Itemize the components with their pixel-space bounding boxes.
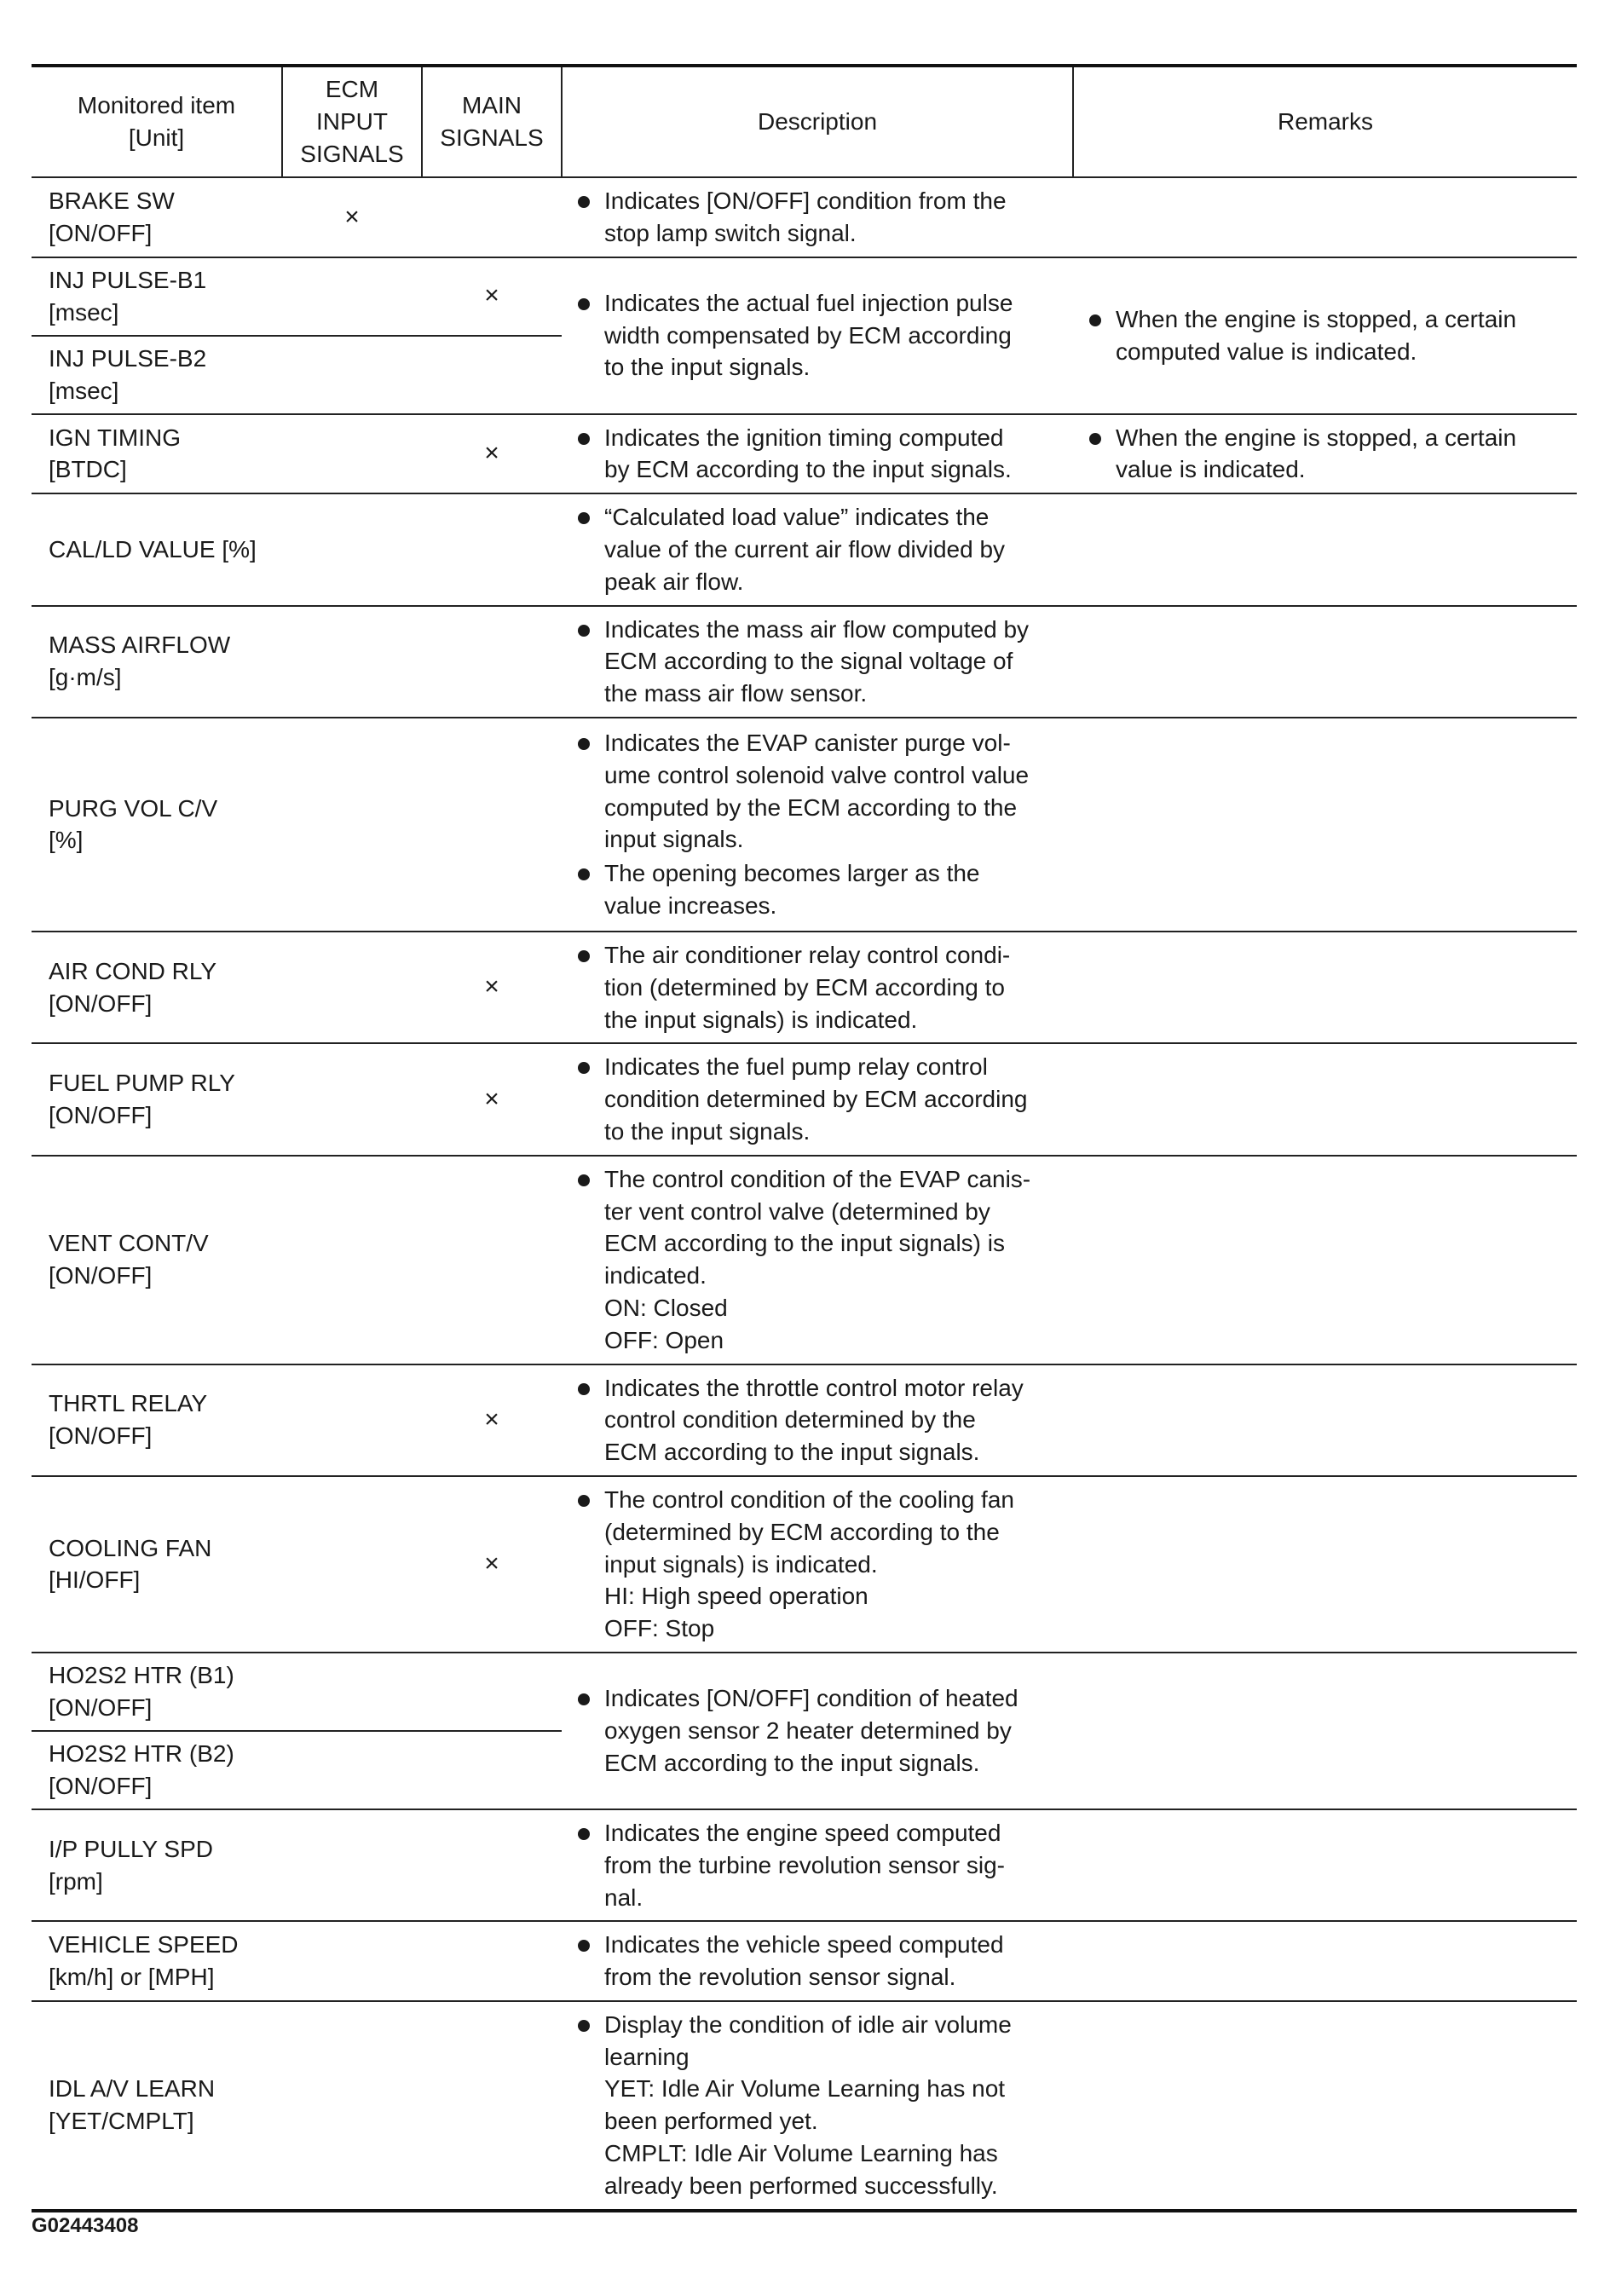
- monitored-item-cell: [32, 1364, 282, 1476]
- description-text: width compensated by ECM according: [604, 321, 1012, 349]
- table-row-ign-timing: [32, 414, 1577, 494]
- monitored-item-text: CAL/LD VALUE [%]: [49, 535, 257, 562]
- header-remarks: Remarks: [1073, 66, 1577, 177]
- monitored-item-text: [HI/OFF]: [49, 1566, 141, 1594]
- bullet-icon: [1089, 433, 1101, 445]
- remark-text: value is indicated.: [1116, 456, 1306, 483]
- monitored-item-text: BRAKE SW: [49, 187, 175, 214]
- description-bullet: [562, 1929, 1065, 1993]
- main-signal-mark: [422, 336, 562, 414]
- monitored-item-text: [ON/OFF]: [49, 1693, 153, 1721]
- description-text: control condition determined by the: [604, 1406, 976, 1434]
- monitored-item-text: [ON/OFF]: [49, 219, 153, 246]
- monitored-item-text: PURG VOL C/V: [49, 794, 218, 822]
- monitored-item-text: [ON/OFF]: [49, 1102, 153, 1129]
- monitored-item-text: [ON/OFF]: [49, 1772, 153, 1799]
- main-signal-mark: [422, 177, 562, 257]
- bullet-icon: [578, 1383, 590, 1395]
- description-text: ter vent control valve (determined by: [604, 1197, 990, 1225]
- monitored-item-cell: [32, 2001, 282, 2211]
- monitored-item-text: [msec]: [49, 377, 119, 404]
- description-text: condition determined by ECM according: [604, 1086, 1028, 1113]
- table-row-ip-pully-spd: [32, 1809, 1577, 1921]
- description-text: Indicates the fuel pump relay control: [604, 1053, 988, 1081]
- main-signal-mark: [422, 2001, 562, 2211]
- description-text: the mass air flow sensor.: [604, 680, 868, 707]
- remarks-cell: [1073, 1809, 1577, 1921]
- description-text: Indicates the throttle control motor relay: [604, 1374, 1024, 1401]
- description-cell: [562, 1809, 1073, 1921]
- monitored-item-cell: [32, 718, 282, 932]
- remark-bullet: [1073, 422, 1568, 487]
- description-text: input signals.: [604, 826, 744, 853]
- description-bullet: [562, 287, 1065, 384]
- description-text: ECM according to the signal voltage of: [604, 648, 1013, 675]
- description-text: “Calculated load value” indicates the: [604, 504, 990, 531]
- monitored-item-text: IDL A/V LEARN: [49, 2075, 216, 2103]
- description-text: from the turbine revolution sensor sig-: [604, 1851, 1005, 1878]
- monitored-item-cell: [32, 1043, 282, 1155]
- bullet-icon: [578, 738, 590, 750]
- monitored-item-text: [ON/OFF]: [49, 1262, 153, 1289]
- description-cell: [562, 1156, 1073, 1364]
- ecm-input-signal-mark: [282, 606, 422, 718]
- description-cell: [562, 257, 1073, 414]
- description-bullet: [562, 1484, 1065, 1645]
- description-text: value of the current air flow divided by: [604, 535, 1006, 562]
- description-bullet: [562, 501, 1065, 597]
- description-text: learning: [604, 2043, 690, 2070]
- monitored-item-text: VEHICLE SPEED: [49, 1931, 239, 1959]
- ecm-input-signal-mark: [282, 1476, 422, 1653]
- monitored-item-text: [BTDC]: [49, 456, 127, 483]
- table-row-idl-av-learn: [32, 2001, 1577, 2211]
- monitored-item-text: COOLING FAN: [49, 1534, 212, 1561]
- description-bullet: [562, 1817, 1065, 1913]
- bullet-icon: [578, 1174, 590, 1186]
- description-text: oxygen sensor 2 heater determined by: [604, 1717, 1012, 1744]
- description-text: (determined by ECM according to the: [604, 1518, 1000, 1545]
- description-cell: [562, 1921, 1073, 2001]
- table-row-fuel-pump-rly: [32, 1043, 1577, 1155]
- description-text: Indicates [ON/OFF] condition from the: [604, 187, 1007, 214]
- description-bullet: [562, 1682, 1065, 1779]
- remarks-cell: [1073, 257, 1577, 414]
- ecm-input-signal-mark: [282, 1156, 422, 1364]
- remark-text: When the engine is stopped, a certain: [1116, 305, 1517, 332]
- description-cell: [562, 1476, 1073, 1653]
- figure-id: G02443408: [32, 2214, 139, 2237]
- description-text: stop lamp switch signal.: [604, 219, 857, 246]
- monitored-item-cell: [32, 1476, 282, 1653]
- main-signal-mark: [422, 718, 562, 932]
- description-text: The control condition of the cooling fan: [604, 1485, 1014, 1513]
- remarks-cell: [1073, 493, 1577, 605]
- description-bullet: [562, 939, 1065, 1036]
- monitored-item-text: [rpm]: [49, 1867, 103, 1895]
- description-text: Indicates [ON/OFF] condition of heated: [604, 1685, 1019, 1712]
- table-body: [32, 177, 1577, 2211]
- remarks-cell: [1073, 177, 1577, 257]
- description-text: to the input signals.: [604, 1117, 811, 1145]
- description-bullet: [562, 857, 1065, 922]
- description-text: by ECM according to the input signals.: [604, 456, 1012, 483]
- remarks-cell: [1073, 1921, 1577, 2001]
- description-text: Indicates the ignition timing computed: [604, 424, 1004, 451]
- table-row-ho2s2-htr-b1: [32, 1653, 1577, 1731]
- monitored-item-cell: [32, 177, 282, 257]
- bullet-icon: [578, 433, 590, 445]
- main-signal-mark: ×: [422, 414, 562, 494]
- monitored-item-text: [msec]: [49, 298, 119, 326]
- description-text: Display the condition of idle air volume: [604, 2010, 1012, 2038]
- main-signal-mark: [422, 493, 562, 605]
- description-text: ume control solenoid valve control value: [604, 761, 1030, 788]
- monitored-item-text: HO2S2 HTR (B1): [49, 1662, 234, 1689]
- description-text: ECM according to the input signals.: [604, 1749, 980, 1776]
- description-cell: [562, 493, 1073, 605]
- remarks-cell: [1073, 606, 1577, 718]
- monitored-item-cell: [32, 257, 282, 336]
- table-row-thrtl-relay: [32, 1364, 1577, 1476]
- ecm-input-signal-mark: ×: [282, 177, 422, 257]
- description-text: Indicates the actual fuel injection pulse: [604, 289, 1013, 316]
- bullet-icon: [578, 196, 590, 208]
- monitored-item-cell: [32, 336, 282, 414]
- header-ecm-input-signals: ECM INPUT SIGNALS: [282, 66, 422, 177]
- remarks-cell: [1073, 1476, 1577, 1653]
- description-text: Indicates the vehicle speed computed: [604, 1931, 1004, 1959]
- bullet-icon: [1089, 314, 1101, 326]
- description-text: ECM according to the input signals) is: [604, 1230, 1005, 1257]
- bullet-icon: [578, 2020, 590, 2032]
- description-cell: [562, 177, 1073, 257]
- description-text: Indicates the EVAP canister purge vol-: [604, 730, 1011, 757]
- bullet-icon: [578, 512, 590, 524]
- table-row-vehicle-speed: [32, 1921, 1577, 2001]
- monitored-item-cell: [32, 1156, 282, 1364]
- description-text: ON: Closed: [604, 1294, 728, 1321]
- monitored-item-text: I/P PULLY SPD: [49, 1835, 213, 1862]
- ecm-input-signal-mark: [282, 1043, 422, 1155]
- description-text: tion (determined by ECM according to: [604, 973, 1005, 1001]
- description-text: CMPLT: Idle Air Volume Learning has: [604, 2140, 998, 2167]
- main-signal-mark: ×: [422, 1364, 562, 1476]
- description-bullet: [562, 1372, 1065, 1468]
- description-cell: [562, 414, 1073, 494]
- monitored-item-text: [km/h] or [MPH]: [49, 1964, 215, 1991]
- remarks-cell: [1073, 718, 1577, 932]
- table-row-cal-ld-value: [32, 493, 1577, 605]
- ecm-input-signal-mark: [282, 493, 422, 605]
- main-signal-mark: ×: [422, 257, 562, 336]
- bullet-icon: [578, 1828, 590, 1840]
- ecm-input-signal-mark: [282, 1921, 422, 2001]
- description-text: indicated.: [604, 1262, 707, 1289]
- remarks-cell: [1073, 414, 1577, 494]
- ecm-input-signal-mark: [282, 257, 422, 336]
- monitored-item-text: HO2S2 HTR (B2): [49, 1740, 234, 1768]
- bullet-icon: [578, 1062, 590, 1074]
- description-text: the input signals) is indicated.: [604, 1006, 918, 1033]
- description-text: peak air flow.: [604, 568, 744, 595]
- table-header-row: [32, 66, 1577, 177]
- monitored-item-text: THRTL RELAY: [49, 1390, 208, 1417]
- main-signal-mark: [422, 1921, 562, 2001]
- description-text: The opening becomes larger as the: [604, 860, 980, 887]
- description-text: to the input signals.: [604, 354, 811, 381]
- bullet-icon: [578, 950, 590, 962]
- remarks-cell: [1073, 2001, 1577, 2211]
- main-signal-mark: ×: [422, 932, 562, 1043]
- bullet-icon: [578, 868, 590, 880]
- monitored-item-text: [ON/OFF]: [49, 1422, 153, 1450]
- monitored-item-cell: [32, 1653, 282, 1731]
- monitored-item-cell: [32, 414, 282, 494]
- description-text: HI: High speed operation: [604, 1583, 868, 1610]
- monitored-item-text: FUEL PUMP RLY: [49, 1070, 235, 1097]
- monitored-item-cell: [32, 1921, 282, 2001]
- description-bullet: [562, 2009, 1065, 2202]
- description-cell: [562, 2001, 1073, 2211]
- monitored-item-text: INJ PULSE-B1: [49, 266, 207, 293]
- description-text: been performed yet.: [604, 2108, 818, 2135]
- ecm-input-signal-mark: [282, 336, 422, 414]
- main-signal-mark: [422, 1653, 562, 1731]
- monitored-item-text: VENT CONT/V: [49, 1230, 209, 1257]
- remarks-cell: [1073, 1364, 1577, 1476]
- table-row-purg-vol-cv: [32, 718, 1577, 932]
- main-signal-mark: ×: [422, 1043, 562, 1155]
- table-row-inj-pulse-b1: [32, 257, 1577, 336]
- description-text: OFF: Open: [604, 1326, 724, 1353]
- bullet-icon: [578, 1940, 590, 1952]
- monitored-item-cell: [32, 606, 282, 718]
- description-text: already been performed successfully.: [604, 2172, 998, 2199]
- bullet-icon: [578, 298, 590, 310]
- monitored-item-text: MASS AIRFLOW: [49, 632, 231, 659]
- monitor-item-table: [32, 64, 1577, 2212]
- header-description: Description: [562, 66, 1073, 177]
- monitored-item-text: IGN TIMING: [49, 424, 182, 451]
- table-row-brake-sw: [32, 177, 1577, 257]
- ecm-input-signal-mark: [282, 1364, 422, 1476]
- description-text: value increases.: [604, 892, 777, 920]
- description-text: ECM according to the input signals.: [604, 1439, 980, 1466]
- bullet-icon: [578, 625, 590, 637]
- description-cell: [562, 718, 1073, 932]
- remarks-cell: [1073, 1653, 1577, 1809]
- remark-bullet: [1073, 303, 1568, 368]
- table-row-mass-airflow: [32, 606, 1577, 718]
- monitored-item-text: [%]: [49, 827, 84, 854]
- description-bullet: [562, 614, 1065, 710]
- description-bullet: [562, 422, 1065, 487]
- main-signal-mark: [422, 1809, 562, 1921]
- remarks-cell: [1073, 1043, 1577, 1155]
- description-text: nal.: [604, 1884, 643, 1911]
- remark-text: computed value is indicated.: [1116, 337, 1417, 365]
- description-cell: [562, 932, 1073, 1043]
- description-text: Indicates the mass air flow computed by: [604, 615, 1030, 643]
- ecm-input-signal-mark: [282, 1653, 422, 1731]
- main-signal-mark: [422, 606, 562, 718]
- main-signal-mark: [422, 1156, 562, 1364]
- description-bullet: [562, 185, 1065, 250]
- ecm-input-signal-mark: [282, 2001, 422, 2211]
- description-text: Indicates the engine speed computed: [604, 1819, 1001, 1846]
- description-text: YET: Idle Air Volume Learning has not: [604, 2075, 1006, 2103]
- monitored-item-cell: [32, 493, 282, 605]
- description-text: input signals) is indicated.: [604, 1550, 878, 1578]
- bullet-icon: [578, 1495, 590, 1507]
- header-monitored-item: Monitored item [Unit]: [32, 66, 282, 177]
- monitored-item-text: [YET/CMPLT]: [49, 2108, 194, 2135]
- description-bullet: [562, 1163, 1065, 1357]
- description-cell: [562, 1364, 1073, 1476]
- description-bullet: [562, 727, 1065, 856]
- description-text: from the revolution sensor signal.: [604, 1964, 956, 1991]
- description-cell: [562, 1653, 1073, 1809]
- description-text: The control condition of the EVAP canis-: [604, 1165, 1031, 1192]
- ecm-input-signal-mark: [282, 1809, 422, 1921]
- description-text: OFF: Stop: [604, 1615, 715, 1642]
- monitored-item-cell: [32, 1809, 282, 1921]
- ecm-input-signal-mark: [282, 932, 422, 1043]
- table-row-air-cond-rly: [32, 932, 1577, 1043]
- monitored-item-text: [g·m/s]: [49, 664, 122, 691]
- bullet-icon: [578, 1693, 590, 1705]
- description-text: The air conditioner relay control condi-: [604, 941, 1011, 968]
- ecm-input-signal-mark: [282, 1731, 422, 1809]
- monitored-item-cell: [32, 932, 282, 1043]
- description-bullet: [562, 1051, 1065, 1147]
- table-row-vent-cont-v: [32, 1156, 1577, 1364]
- monitored-item-text: INJ PULSE-B2: [49, 344, 207, 372]
- remarks-cell: [1073, 932, 1577, 1043]
- monitored-item-text: AIR COND RLY: [49, 957, 217, 984]
- ecm-input-signal-mark: [282, 414, 422, 494]
- ecm-input-signal-mark: [282, 718, 422, 932]
- description-cell: [562, 1043, 1073, 1155]
- header-main-signals: MAIN SIGNALS: [422, 66, 562, 177]
- table-row-cooling-fan: [32, 1476, 1577, 1653]
- remarks-cell: [1073, 1156, 1577, 1364]
- remark-text: When the engine is stopped, a certain: [1116, 424, 1517, 451]
- monitored-item-text: [ON/OFF]: [49, 989, 153, 1017]
- description-cell: [562, 606, 1073, 718]
- main-signal-mark: ×: [422, 1476, 562, 1653]
- description-text: computed by the ECM according to the: [604, 793, 1018, 821]
- monitored-item-cell: [32, 1731, 282, 1809]
- main-signal-mark: [422, 1731, 562, 1809]
